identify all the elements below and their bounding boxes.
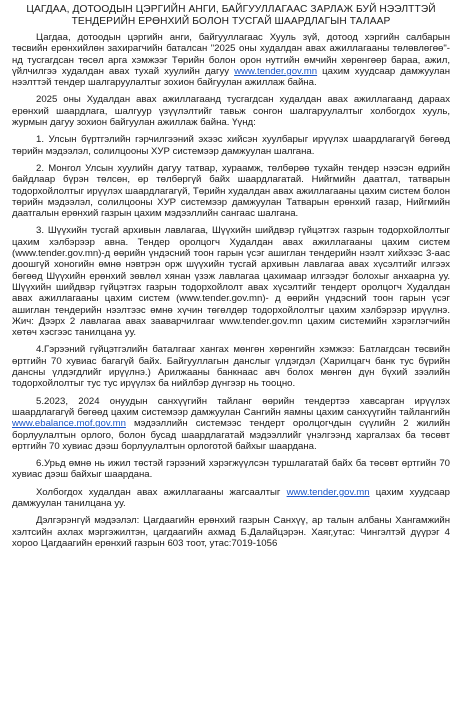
tender-site-link[interactable]: www.tender.gov.mn [286, 486, 370, 498]
requirement-5 [12, 396, 450, 452]
paragraph-text: 2. Монгол Улсын хуулийн дагуу татвар, хураамж, төлбөрөө тухайн тендер нээсэн өдрийн байдлаар бүрэн төлсөн, өр төлбөргүй байх шаардлагатай. Нийгмийн даатгал, татварын тодорхойлолтыг ирүүлэх шаардлагагүй, Төрийн худалдан авах ажиллагааны цахим систем болон төрийн мэдээлэл, солилцооны ХУР системээр дамжуулан Татварын ерөнхий газар, Нийгмийн даатгалын ерөнхий газрын цахим мэдээллийн сангаас шалгана. [12, 162, 450, 220]
requirement-2 [12, 163, 450, 219]
paragraph-text: цахим хуудсаар дамжуулан танилцана уу. [12, 486, 450, 509]
paragraph-contact-info [12, 515, 450, 549]
paragraph-text: цахим хуудсаар дамжуулан нээлттэй тендер шалгаруулалтыг зохион байгуулан ажиллаж байна. [12, 65, 450, 89]
paragraph-text: Цагдаа, дотоодын цэргийн анги, байгууллагаас Хууль зүй, дотоод хэргийн салбарын төсвийн ерөнхийлөн захирагчийн баталсан "2025 оны худалдан авах ажиллагааны төлөвлөгөө"-нд тусгагдсан төсөл арга хэмжээг Төрийн болон орон нутгийн өмчийн хөрөнгөөр бараа, ажил, үйлчилгээ худалдан авах тухай хуулийн дагуу [12, 32, 450, 77]
paragraph-requirements-intro [12, 94, 450, 128]
paragraph-text: мэдээллийн системээс тендерт оролцогчдын сүүлийн 2 жилийн борлуулалтын орлого, болон бусад шаардлагатай мэдээллийг үнэлгээнд харгалзах ба төсөвт өртгийн 70 хувиас дээш борлуулалтын орлоготой байхыг шаардана. [12, 418, 450, 452]
paragraph-text: Дэлгэрэнгүй мэдээлэл: Цагдаагийн ерөнхий газрын Санхүү, ар талын албаны Хангамжийн хэлтсийн ахлах мэргэжилтэн, цагдаагийн ахмад Б.Далайцэрэн. Хаяг,утас: Чингэлтэй дүүрэг 4 хороо Цагдаагийн ерөнхий газрын 603 тоот, утас:7019-1056 [12, 515, 450, 549]
requirement-1 [12, 134, 450, 157]
requirement-6 [12, 458, 450, 481]
requirement-3 [12, 225, 450, 338]
paragraph-text: 2025 оны Худалдан авах ажиллагаанд тусгагдсан худалдан авах ажиллагаанд дараах ерөнхий шаардлага, шалгуур үзүүлэлтийг тавьж сонгон шалгаруулалтыг холбогдох хууль, журмын дагуу зохион байгуулан ажиллаж байна. Үүнд: [12, 94, 450, 129]
paragraph-text: 1. Улсын бүртгэлийн гэрчилгээний эхээс хийсэн хуулбарыг ирүүлэх шаардлагагүй бөгөөд төрийн мэдээлэл, солилцооны ХУР системээр дамжуулан шалгана. [12, 134, 450, 157]
paragraph-text: 3. Шүүхийн тусгай архивын лавлагаа, Шүүхийн шийдвэр гүйцэтгэх газрын тодорхойлолтыг цахим хэлбэрээр авна. Тендер оролцогч Худалдан авах ажиллагааны цахим систем (www.tender.gov.mn)-д өөрийн үндэсний тоон гарын үсэг ашиглан тендерийн нээлт хийхээс 3-аас доошгүй хоногийн өмнө нэвтрэн орж шүүхийн тусгай архивын лавлагаа авах хүсэлтийг илгээх бөгөөд Шүүхийн ерөнхий зөвлөл хянан үзэж лавлагаа цахимаар илгээдэг болохыг анхаарна уу. Шүүхийн шийдвэр гүйцэтгэх газрын тодорхойлолт авах хүсэлтийг тендерт оролцогч Худалдан авах ажиллагааны цахим систем (www.tender.gov.mn)- д өөрийн үндэсний тоон гарын үсэг ашиглан тендерийн нээлтээс өмнө хүчин төгөлдөр тодорхойлолтыг цахим хэлбэрээр ирүүлнэ. Жич: Дээрх 2 лавлагаа авах зааварчилгааг www.tender.gov.mn цахим системийн хэрэглэгчийн хөтөч хэсгээс танилцана уу. [12, 225, 450, 339]
paragraph-text: 4.Гэрээний гүйцэтгэлийн баталгааг хангах мөнгөн хөрөнгийн хэмжээ: Батлагдсан төсвийн өртгийн 70 хувиас багагүй байх. Байгууллагын данслыг үлдэгдэл (Харилцагч банк тус бүрийн дансны үлдэгдлийг ирүүлнэ.) Арилжааны банкнаас авч болох мөнгөн дүн бүхий зээлийн тодорхойлолтыг тус тус ирүүлэх ба нийлбэр дүнгээр нь тооцно. [12, 344, 450, 390]
paragraph-text: Холбогдох худалдан авах ажиллагааны жагсаалтыг [36, 486, 287, 498]
paragraph-procurement-list [12, 487, 450, 510]
paragraph-text: 6.Урьд өмнө нь ижил төстэй гэрээний хэрэгжүүлсэн туршлагатай байх ба төсөвт өртгийн 70 хувиас дээш байхыг шаардана. [12, 458, 450, 481]
ebalance-site-link[interactable]: www.ebalance.mof.gov.mn [12, 418, 126, 430]
document-title: ЦАГДАА, ДОТООДЫН ЦЭРГИЙН АНГИ, БАЙГУУЛЛАГААС ЗАРЛАЖ БУЙ НЭЭЛТТЭЙ ТЕНДЕРИЙН ЕРӨНХИЙ БОЛОН ТУСГАЙ ШААРДЛАГЫН ТАЛААР [26, 4, 436, 27]
requirement-4 [12, 344, 450, 389]
paragraph-intro [12, 32, 450, 88]
tender-site-link[interactable]: www.tender.gov.mn [234, 65, 318, 77]
paragraph-text: 5.2023, 2024 онуудын санхүүгийн тайланг өөрийн тендертээ хавсарган ирүүлэх шаардлагагүй бөгөөд цахим системээр дамжуулан Сангийн яамны цахим санхүүгийн тайлангийн [12, 395, 450, 418]
